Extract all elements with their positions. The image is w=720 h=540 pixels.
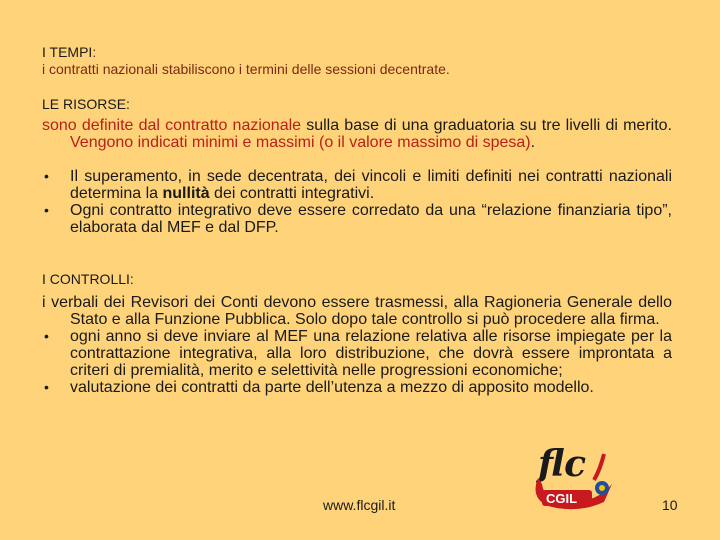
risorse-bullet-1-bold: nullità: [162, 185, 210, 202]
risorse-section: [42, 96, 672, 236]
bullet-dot: •: [44, 379, 49, 395]
footer-url: www.flcgil.it: [323, 497, 396, 513]
tempi-text-b: i termini delle sessioni decentrate.: [235, 61, 450, 77]
logo-yellow-dot: [599, 485, 605, 491]
bullet-dot: •: [44, 202, 49, 218]
flc-cgil-logo: [508, 440, 618, 518]
risorse-paragraph: [42, 117, 672, 151]
risorse-bullet-list: [42, 168, 672, 236]
risorse-heading: LE RISORSE:: [42, 96, 130, 112]
tempi-heading: [42, 44, 672, 61]
risorse-p1-a: sono definite dal contratto nazionale: [42, 117, 302, 134]
risorse-bullet-1: [42, 168, 672, 202]
risorse-bullet-1-post: dei contratti integrativi.: [209, 185, 375, 202]
controlli-bullet-2-text: valutazione dei contratti da parte dell’utenza a mezzo di apposito modello.: [70, 379, 594, 396]
tempi-text: [42, 61, 672, 78]
controlli-bullet-1: [42, 328, 672, 379]
tempi-heading-colon: :: [92, 44, 97, 60]
tempi-text-a: i contratti nazionali stabiliscono: [42, 61, 235, 77]
tempi-heading-text: I TEMPI: [42, 44, 93, 60]
controlli-heading: I CONTROLLI:: [42, 271, 134, 287]
logo-red-stroke: [594, 454, 604, 480]
risorse-p1-c: Vengono indicati minimi e massimi (o il valore massimo di spesa): [70, 134, 531, 151]
tempi-section: [42, 44, 672, 78]
logo-letters: flc: [538, 443, 587, 485]
bullet-dot: •: [44, 168, 49, 184]
risorse-bullet-2-text: Ogni contratto integrativo deve essere corredato da una “relazione finanziaria tipo”, elaborata dal MEF e dal DFP.: [70, 202, 672, 236]
controlli-paragraph: i verbali dei Revisori dei Conti devono essere trasmessi, alla Ragioneria Generale dello Stato e alla Funzione Pubblica. Solo dopo tale controllo si può procedere alla firma.: [42, 294, 672, 328]
bullet-dot: •: [44, 328, 49, 344]
logo-sub: CGIL: [546, 491, 578, 506]
page-number: 10: [662, 497, 678, 513]
risorse-bullet-2: [42, 202, 672, 236]
risorse-bullet-1-pre: Il superamento, in sede decentrata, dei vincoli e limiti definiti nei contratti nazionali determina la: [70, 168, 672, 202]
risorse-p1-d: .: [530, 134, 536, 151]
controlli-section: [42, 271, 672, 396]
controlli-bullet-1-text: ogni anno si deve inviare al MEF una relazione relativa alle risorse impiegate per la contrattazione integrativa, alla loro distribuzione, che dovrà essere improntata a criteri di premialità, merito e selettività nelle progressioni economiche;: [70, 328, 672, 379]
controlli-bullet-2: [42, 379, 672, 396]
risorse-p1-b: sulla base di una graduatoria su tre livelli di merito.: [301, 117, 672, 134]
